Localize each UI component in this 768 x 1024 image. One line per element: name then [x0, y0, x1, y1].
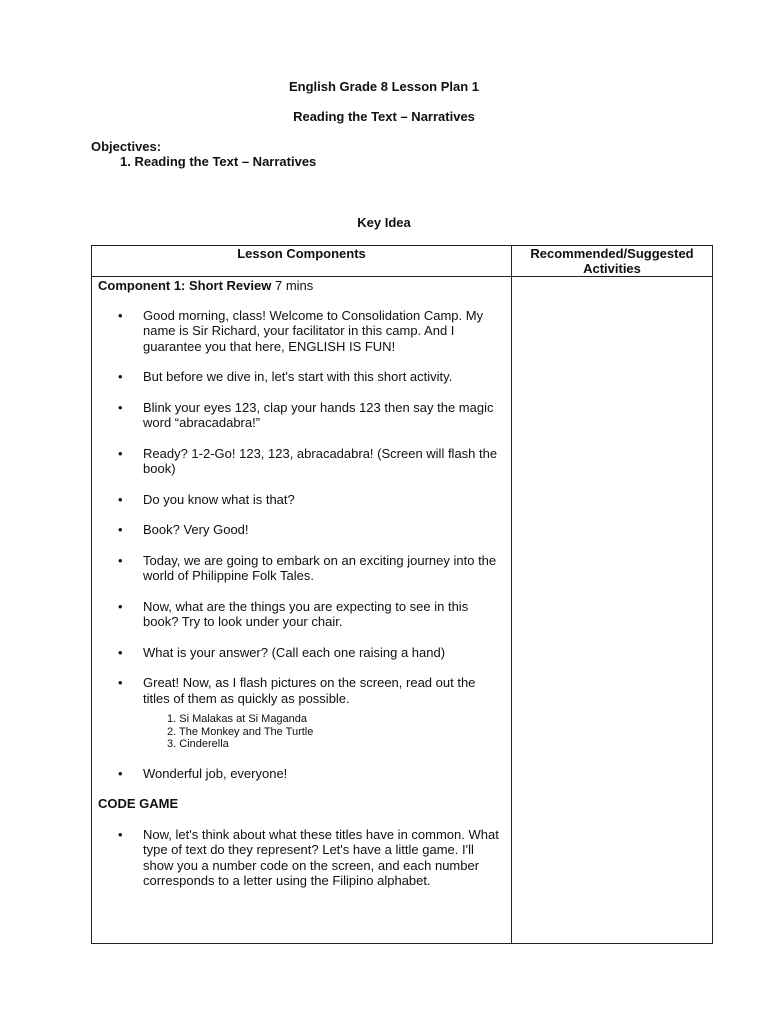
- list-item: • Good morning, class! Welcome to Consolidation Camp. My name is Sir Richard, your facilitator in this camp. And I guarantee you that here, ENGLISH IS FUN!: [98, 308, 508, 355]
- component-heading: [98, 278, 508, 294]
- lesson-table: [91, 245, 713, 944]
- header-divider: [92, 276, 712, 277]
- list-item: • Do you know what is that?: [98, 492, 508, 508]
- list-item: • Great! Now, as I flash pictures on the screen, read out the titles of them as quickly as possible.: [98, 675, 508, 706]
- objectives-heading: Objectives:: [91, 139, 162, 154]
- story-title: 3. Cinderella: [167, 738, 229, 750]
- code-game-bullet-list: [98, 827, 508, 889]
- review-bullet-list: [98, 308, 508, 707]
- document-title: English Grade 8 Lesson Plan 1: [288, 79, 479, 94]
- objective-item: 1. Reading the Text – Narratives: [120, 154, 317, 169]
- component-title: Component 1: Short Review: [98, 278, 272, 293]
- suggested-activities-header: Recommended/Suggested Activities: [530, 246, 694, 276]
- story-title: 2. The Monkey and The Turtle: [167, 725, 314, 738]
- document-subtitle: Reading the Text – Narratives: [293, 109, 475, 124]
- list-item: • What is your answer? (Call each one raising a hand): [98, 645, 508, 661]
- list-item: • Now, let's think about what these titles have in common. What type of text do they represent? Let's have a little game. I'll show you a number code on the screen, and each number corresponds to a letter using the Filipino alphabet.: [98, 827, 508, 889]
- list-item: • Blink your eyes 123, clap your hands 123 then say the magic word “abracadabra!”: [98, 400, 508, 431]
- lesson-components-cell: [98, 278, 508, 904]
- list-item: • Now, what are the things you are expecting to see in this book? Try to look under your chair.: [98, 599, 508, 630]
- list-item: • Today, we are going to embark on an exciting journey into the world of Philippine Folk Tales.: [98, 553, 508, 584]
- code-game-heading: CODE GAME: [98, 796, 179, 811]
- column-divider: [511, 246, 512, 943]
- story-titles-list: [98, 713, 508, 751]
- story-title: 1. Si Malakas at Si Maganda: [167, 713, 308, 725]
- list-item: • But before we dive in, let's start with this short activity.: [98, 369, 508, 385]
- key-idea-heading: Key Idea: [357, 215, 411, 230]
- list-item: • Ready? 1-2-Go! 123, 123, abracadabra! (Screen will flash the book): [98, 446, 508, 477]
- lesson-components-header: Lesson Components: [237, 246, 366, 261]
- list-item: • Wonderful job, everyone!: [98, 766, 508, 782]
- closing-bullet-list: [98, 766, 508, 782]
- component-time: 7 mins: [271, 278, 314, 293]
- list-item: • Book? Very Good!: [98, 522, 508, 538]
